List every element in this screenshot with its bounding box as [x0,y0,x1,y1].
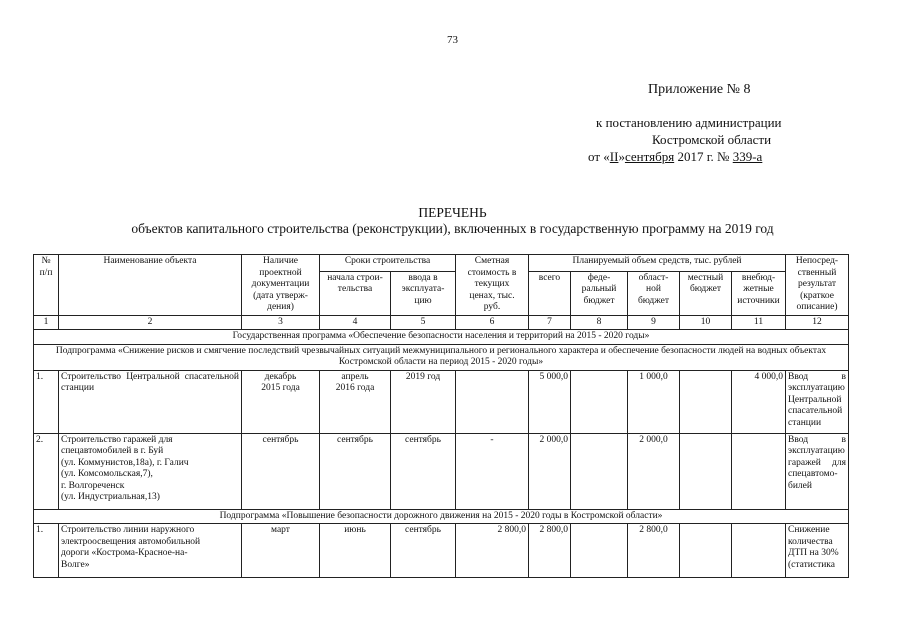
program-row [34,330,849,345]
header-docs: Наличие проектной документации (дата утверж- дения) [242,255,320,316]
local-amount [680,524,732,578]
col-number: 8 [571,315,628,330]
federal-amount [571,433,628,509]
local-amount [680,370,732,433]
header-num: № п/п [34,255,59,316]
header-offbudget: внебюд- жетные источники [732,271,786,315]
header-terms: Сроки строительства [320,255,456,272]
regional-amount: 1 000,0 [628,370,680,433]
regional-amount: 2 000,0 [628,433,680,509]
offbudget-amount: 4 000,0 [732,370,786,433]
document-title: ПЕРЕЧЕНЬ [418,205,487,220]
object-name: Строительство Центральной спасательной станции [59,370,242,433]
col-number: 1 [34,315,59,330]
federal-amount [571,370,628,433]
subprogram-title: Подпрограмма «Снижение рисков и смягчение последствий чрезвычайных ситуаций межмуниципального и регионального характера и обеспечение безопасности людей на водных объектах Костромской области на период 2015 - 2020 годы» [34,344,849,370]
row-num: 1. [34,370,59,433]
row-num: 2. [34,433,59,509]
table-row [34,524,849,578]
header-regional: област- ной бюджет [628,271,680,315]
date-mid: » [618,149,625,164]
commission-date: 2019 год [391,370,456,433]
subprogram-title: Подпрограмма «Повышение безопасности дорожного движения на 2015 - 2020 годы в Костромской области» [34,509,849,524]
decree-date-line [588,149,762,165]
start-date: апрель 2016 года [320,370,391,433]
table-header-row [34,255,849,272]
document-subtitle: объектов капитального строительства (реконструкции), включенных в государственную программу на 2019 год [131,221,774,236]
offbudget-amount [732,433,786,509]
header-name: Наименование объекта [59,255,242,316]
commission-date: сентябрь [391,433,456,509]
col-number: 10 [680,315,732,330]
docs-date: сентябрь [242,433,320,509]
header-result: Непосред- ственный результат (краткое описание) [786,255,849,316]
object-name: Строительство линии наружного электроосвещения автомобильной дороги «Кострома-Красное-на- Волге» [59,524,242,578]
header-total: всего [529,271,571,315]
annex-label: Приложение № 8 [648,82,751,97]
result-description: Снижение количества ДТП на 30% (статистика [786,524,849,578]
col-number: 2 [59,315,242,330]
col-number: 5 [391,315,456,330]
estimate-cost: 2 800,0 [456,524,529,578]
header-start: начала строи- тельства [320,271,391,315]
offbudget-amount [732,524,786,578]
col-number: 7 [529,315,571,330]
docs-date: декабрь 2015 года [242,370,320,433]
total-amount: 2 800,0 [529,524,571,578]
objects-table [33,254,849,578]
date-prefix: от « [588,149,610,164]
col-number: 3 [242,315,320,330]
result-description: Ввод в эксплуатацию Центральной спасательной станции [786,370,849,433]
date-year: 2017 г. № [677,149,730,164]
total-amount: 2 000,0 [529,433,571,509]
subprogram-row [34,509,849,524]
start-date: сентябрь [320,433,391,509]
column-numbers-row [34,315,849,330]
col-number: 9 [628,315,680,330]
header-commission: ввода в эксплуата- цию [391,271,456,315]
estimate-cost [456,370,529,433]
estimate-cost: - [456,433,529,509]
header-planned: Планируемый объем средств, тыс. рублей [529,255,786,272]
col-number: 4 [320,315,391,330]
program-title: Государственная программа «Обеспечение безопасности населения и территорий на 2015 - 2020 годы» [34,330,849,345]
docs-date: март [242,524,320,578]
col-number: 6 [456,315,529,330]
decree-reference: к постановлению администрации [596,115,782,130]
result-description: Ввод в эксплуатацию гаражей для спецавтомо-билей [786,433,849,509]
start-date: июнь [320,524,391,578]
col-number: 12 [786,315,849,330]
local-amount [680,433,732,509]
row-num: 1. [34,524,59,578]
col-number: 11 [732,315,786,330]
object-name: Строительство гаражей для спецавтомобилей в г. Буй (ул. Коммунистов,18а), г. Галич (ул. Комсомольская,7), г. Волгореченск (ул. Индустриальная,13) [59,433,242,509]
date-month: сентября [624,149,675,164]
subprogram-row [34,344,849,370]
table-row [34,370,849,433]
header-local: местный бюджет [680,271,732,315]
commission-date: сентябрь [391,524,456,578]
decree-number: 339-а [732,149,763,164]
region-name: Костромской области [652,132,772,147]
table-row [34,433,849,509]
header-federal: феде- ральный бюджет [571,271,628,315]
page-number: 73 [447,34,458,46]
federal-amount [571,524,628,578]
total-amount: 5 000,0 [529,370,571,433]
regional-amount: 2 800,0 [628,524,680,578]
header-estimate: Сметная стоимость в текущих ценах, тыс. руб. [456,255,529,316]
date-day: II [609,149,619,164]
